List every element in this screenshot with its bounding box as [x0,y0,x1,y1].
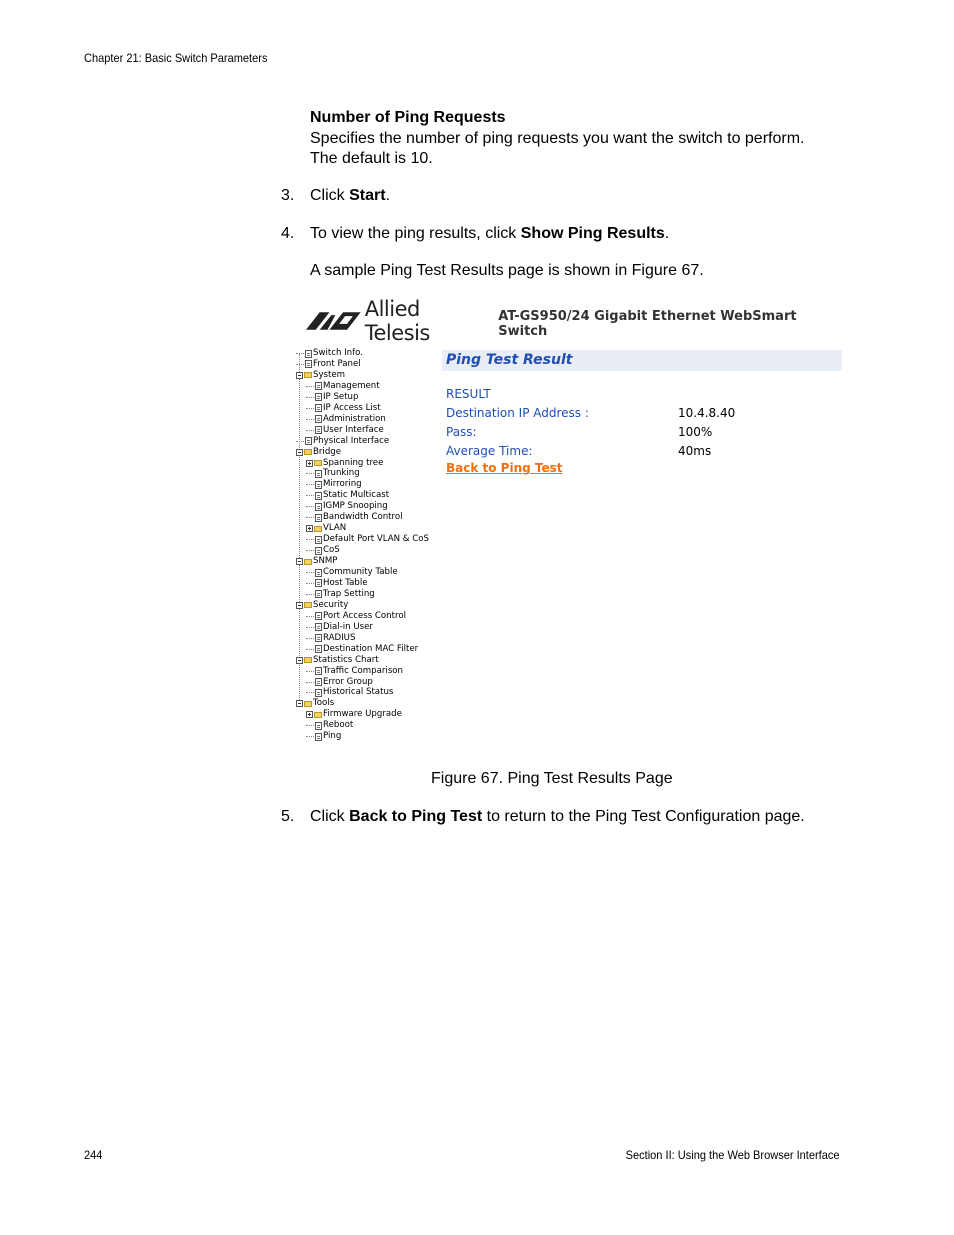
destination-ip-value: 10.4.8.40 [678,406,736,420]
tree-connector [306,649,314,650]
expand-icon[interactable] [306,525,313,532]
tree-connector [306,408,314,409]
tree-item-label: Bandwidth Control [323,512,403,523]
tree-item-label: System [313,369,346,380]
tree-item-label: Default Port VLAN & CoS [323,534,429,545]
collapse-icon[interactable] [296,602,303,609]
page-icon [315,634,322,642]
tree-item-label: Tools [313,698,335,709]
page-icon [315,492,322,500]
tree-connector [306,736,314,737]
tree-item-management[interactable] [306,381,380,392]
step-4-text [310,224,669,244]
step-5-bold: Back to Ping Test [349,808,483,825]
tree-connector [306,725,314,726]
tree-item-ip-access-list[interactable] [306,403,381,414]
page-icon [315,514,322,522]
page-icon [305,360,312,368]
page-icon [315,536,322,544]
tree-connector [306,638,314,639]
tree-connector [306,517,314,518]
tree-item-label: Dial-in User [323,621,373,632]
tree-connector [306,473,314,474]
tree-connector [306,550,314,551]
step-3-number: 3. [281,187,295,204]
tree-item-label: Spanning tree [323,457,384,468]
tree-item-reboot[interactable] [306,720,353,731]
folder-icon [304,657,312,663]
tree-connector [306,506,314,507]
pass-value: 100% [678,425,713,439]
page-icon [315,645,322,653]
tree-item-radius[interactable] [306,633,355,644]
tree-connector [306,495,314,496]
step-4-note: A sample Ping Test Results page is shown in Figure 67. [310,262,704,279]
tree-item-label: Management [323,380,380,391]
step-5-number: 5. [281,808,295,825]
tree-item-label: Physical Interface [313,435,390,446]
tree-item-statistics-chart[interactable] [296,655,379,666]
param-title: Number of Ping Requests [310,109,506,126]
tree-item-label: SNMP [313,556,338,567]
tree-connector [306,539,314,540]
tree-item-label: Static Multicast [323,490,390,501]
tree-connector [306,419,314,420]
product-model: AT-GS950/24 Gigabit Ethernet WebSmart Switch [498,309,797,339]
tree-connector [306,594,314,595]
page-icon [315,547,322,555]
tree-item-label: Bridge [313,446,342,457]
step-5-text [310,807,805,827]
step-3-bold: Start [349,187,386,204]
tree-connector [306,583,314,584]
page-icon [315,404,322,412]
folder-icon [304,449,312,455]
tree-item-physical-interface[interactable] [296,436,389,447]
tree-item-label: CoS [323,545,340,556]
tree-item-administration[interactable] [306,414,386,425]
tree-item-label: Community Table [323,567,398,577]
page-icon [315,393,322,401]
tree-item-default-port-vlan-cos[interactable] [306,534,429,545]
tree-item-label: IGMP Snooping [323,501,388,512]
tree-item-mirroring[interactable] [306,479,362,490]
tree-item-tools[interactable] [296,698,334,709]
step-3-text [310,186,390,206]
tree-item-bandwidth-control[interactable] [306,512,403,523]
folder-icon [304,372,312,378]
result-panel [442,350,842,753]
tree-connector [306,397,314,398]
tree-item-label: Switch Info. [313,348,363,358]
page-icon [315,481,322,489]
tree-connector [306,682,314,683]
page-icon [315,733,322,741]
tree-connector [306,616,314,617]
expand-icon[interactable] [306,711,313,718]
tree-item-label: Reboot [323,720,354,731]
tree-connector [296,364,304,365]
tree-item-snmp[interactable] [296,556,337,567]
tree-item-label: Statistics Chart [313,654,379,665]
tree-item-label: Destination MAC Filter [323,643,419,654]
tree-item-front-panel[interactable] [296,359,361,370]
tree-item-label: Mirroring [323,479,362,490]
result-title-bar [442,350,842,371]
page-number: 244 [84,1148,103,1162]
step-4-number: 4. [281,225,295,242]
tree-connector [306,430,314,431]
tree-item-label: Trunking [323,468,360,479]
folder-icon [304,602,312,608]
chapter-header: Chapter 21: Basic Switch Parameters [84,51,268,65]
result-title: Ping Test Result [446,352,573,368]
folder-icon [304,559,312,565]
tree-connector [306,671,314,672]
page-icon [315,415,322,423]
tree-item-ping[interactable] [306,731,341,742]
step-3-post: . [385,187,391,204]
tree-item-label: User Interface [323,424,384,435]
tree-item-trap-setting[interactable] [306,589,375,600]
page-icon [315,503,322,511]
step-5-post: to return to the Ping Test Configuration page. [482,808,805,825]
tree-item-label: Front Panel [313,358,361,369]
tree-item-host-table[interactable] [306,578,368,589]
page-icon [315,689,322,697]
brand-name: Allied Telesis [364,297,430,345]
tree-item-destination-mac-filter[interactable] [306,644,418,655]
collapse-icon[interactable] [296,657,303,664]
allied-telesis-logo-icon [306,311,361,331]
tree-item-vlan[interactable] [306,523,346,534]
folder-icon [314,526,322,532]
tree-connector [296,441,304,442]
tree-item-trunking[interactable] [306,468,360,479]
param-desc-line1: Specifies the number of ping requests you want the switch to perform. [310,130,805,147]
tree-item-system[interactable] [296,370,345,381]
tree-item-label: Port Access Control [323,610,406,621]
tree-item-ip-setup[interactable] [306,392,358,403]
tree-item-switch-info[interactable] [296,348,363,359]
tree-item-igmp-snooping[interactable] [306,501,388,512]
step-4-pre: To view the ping results, click [310,225,521,242]
collapse-icon[interactable] [296,558,303,565]
tree-item-static-multicast[interactable] [306,490,389,501]
folder-icon [314,712,322,718]
destination-ip-label: Destination IP Address : [446,406,589,420]
tree-item-label: Administration [323,413,386,424]
tree-item-label: IP Access List [323,402,381,413]
tree-item-security[interactable] [296,600,348,611]
expand-icon[interactable] [306,460,313,467]
tree-item-bridge[interactable] [296,447,341,458]
page-icon [315,590,322,598]
back-to-ping-test-link[interactable]: Back to Ping Test [446,461,563,475]
param-desc-line2: The default is 10. [310,150,433,167]
page-icon [315,623,322,631]
step-3-pre: Click [310,187,350,204]
tree-guide-line [299,354,300,704]
step-5 [0,807,954,827]
page-icon [315,667,322,675]
tree-item-label: Ping [323,731,342,742]
tree-item-spanning-tree[interactable] [306,458,383,469]
tree-connector [306,484,314,485]
collapse-icon[interactable] [296,700,303,707]
folder-icon [304,701,312,707]
collapse-icon[interactable] [296,449,303,456]
tree-connector [306,572,314,573]
tree-item-port-access-control[interactable] [306,611,406,622]
tree-item-label: RADIUS [323,632,356,643]
tree-item-label: IP Setup [323,391,359,402]
figure-screenshot [296,296,842,753]
tree-item-label: Host Table [323,577,368,588]
tree-connector [296,353,304,354]
page-icon [315,426,322,434]
tree-item-label: Security [313,599,349,610]
tree-item-label: Traffic Comparison [323,665,404,676]
folder-icon [314,460,322,466]
page-icon [315,470,322,478]
brand-logo [306,297,842,345]
page-icon [315,678,322,686]
tree-item-label: Trap Setting [323,588,375,599]
step-4-post: . [664,225,670,242]
average-time-label: Average Time: [446,444,533,458]
figure-caption: Figure 67. Ping Test Results Page [431,770,673,787]
average-time-value: 40ms [678,444,712,458]
tree-item-error-group[interactable] [306,677,373,688]
page-icon [315,612,322,620]
section-footer: Section II: Using the Web Browser Interface [626,1148,840,1162]
step-3 [0,186,954,206]
result-heading: RESULT [446,387,491,401]
tree-item-label: Error Group [323,676,373,687]
page-icon [315,579,322,587]
tree-item-label: Historical Status [323,687,394,698]
tree-item-dial-in-user[interactable] [306,622,373,633]
page-icon [315,722,322,730]
pass-label: Pass: [446,425,477,439]
page-icon [305,350,312,358]
step-4-bold: Show Ping Results [520,225,665,242]
step-5-pre: Click [310,808,350,825]
tree-item-label: Firmware Upgrade [323,709,402,720]
nav-tree [296,348,430,753]
tree-item-historical-status[interactable] [306,687,393,698]
tree-item-user-interface[interactable] [306,425,384,436]
tree-item-traffic-comparison[interactable] [306,666,403,677]
page-icon [315,382,322,390]
tree-item-cos[interactable] [306,545,340,556]
collapse-icon[interactable] [296,372,303,379]
tree-item-firmware-upgrade[interactable] [306,709,402,720]
page-icon [315,569,322,577]
tree-item-community-table[interactable] [306,567,398,578]
tree-connector [306,386,314,387]
tree-item-label: VLAN [323,523,347,534]
tree-connector [306,627,314,628]
tree-connector [306,692,314,693]
page-icon [305,437,312,445]
step-4 [0,224,954,244]
